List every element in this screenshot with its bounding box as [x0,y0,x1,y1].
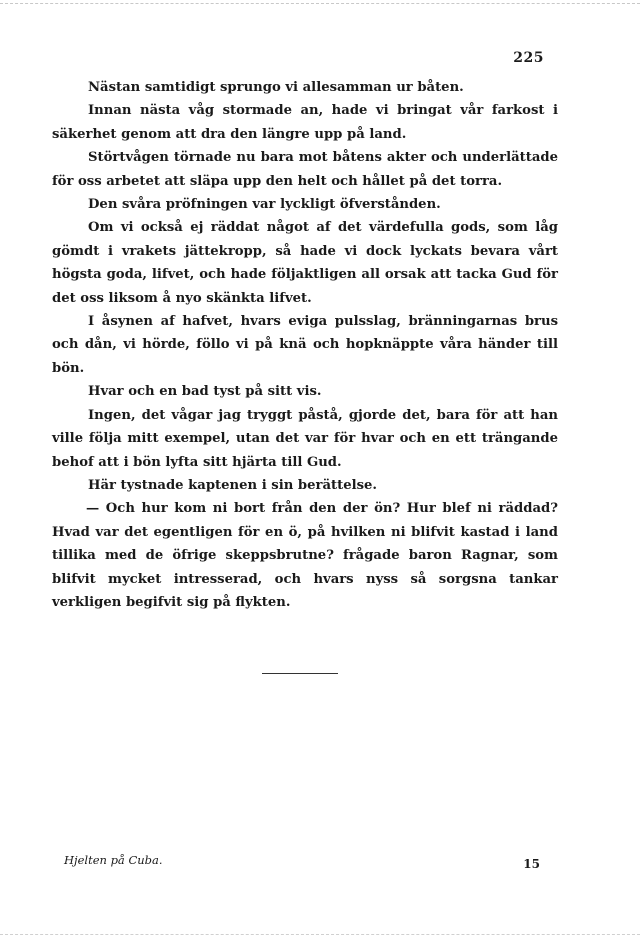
bottom-page-edge-rule [0,934,640,935]
running-title: Hjelten på Cuba. [64,853,163,867]
paragraph-1: Nästan samtidigt sprungo vi allesamman ur båten. [88,80,464,95]
paragraph-5: Om vi också ej räddat något af det värdefulla gods, som låg gömdt i vrakets jättekropp, så hade vi dock lyckats bevara vårt högsta goda, lifvet, och hade följaktligen all orsak att tacka Gud för det oss liksom å nyo skänkta lifvet. [52,220,558,306]
paragraph-2: Innan nästa våg stormade an, hade vi bringat vår farkost i säkerhet genom att dra den längre upp på land. [52,103,558,142]
paragraph-6: I åsynen af hafvet, hvars eviga pulsslag, bränningarnas brus och dån, vi hörde, föllo vi på knä och hopknäppte våra händer till bön. [52,314,558,376]
body-text [52,76,558,614]
paragraph-4: Den svåra pröfningen var lyckligt öfverstånden. [88,197,441,213]
section-separator-rule [262,673,338,674]
paragraph-9: Här tystnade kaptenen i sin berättelse. [88,477,377,493]
signature-mark: 15 [523,857,540,871]
paragraph-10: — Och hur kom ni bort från den der ön? Hur blef ni räddad? Hvad var det egentligen för en ö, på hvilken ni blifvit kastad i land tillika med de öfrige skeppsbrutne? frågade baron Ragnar, som blifvit mycket intresserad, och hvars nyss så sorgsna tankar verkligen begifvit sig på flykten. [52,501,558,610]
paragraph-7: Hvar och en bad tyst på sitt vis. [88,384,322,400]
page-number: 225 [513,50,544,66]
top-page-edge-rule [0,3,640,4]
paragraph-8: Ingen, det vågar jag tryggt påstå, gjorde det, bara för att han ville följa mitt exempel, utan det var för hvar och en ett trängande behof att i bön lyfta sitt hjärta till Gud. [52,407,558,470]
paragraph-3: Störtvågen törnade nu bara mot båtens akter och underlättade för oss arbetet att släpa upp den helt och hållet på det torra. [52,150,558,189]
